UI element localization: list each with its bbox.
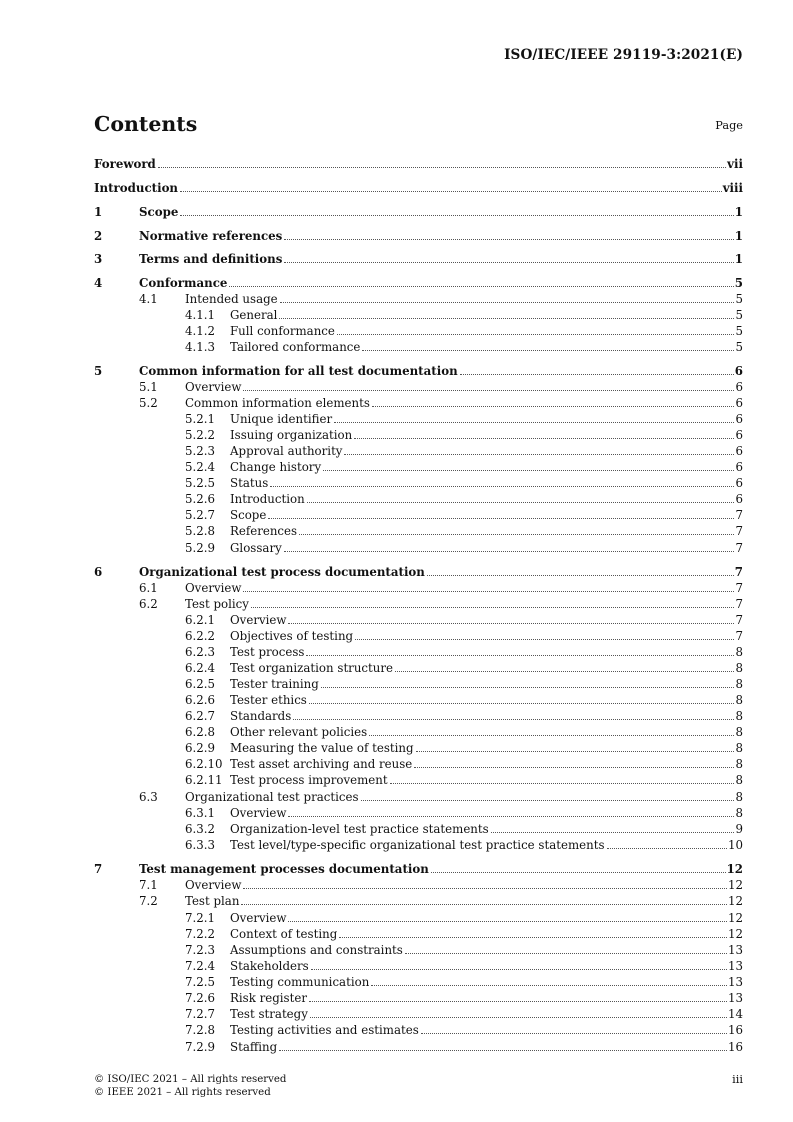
toc-entry-page: 10	[727, 838, 743, 852]
toc-entry[interactable]	[94, 990, 743, 1006]
toc-entry-title: Test asset archiving and reuse	[230, 757, 413, 771]
toc-entry-title: Organization-level test practice statements	[230, 822, 489, 836]
toc-entry[interactable]	[94, 724, 743, 740]
toc-entry-number: 4.1	[139, 292, 158, 306]
toc-entry[interactable]	[94, 877, 743, 893]
toc-entry-number: 7.2.1	[185, 911, 216, 925]
toc-entry-number: 5.2.3	[185, 444, 216, 458]
toc-entry-page: 7	[735, 581, 743, 595]
toc-entry-page: 7	[735, 524, 743, 538]
toc-entry-page: 8	[735, 790, 743, 804]
toc-entry-page: 7	[734, 565, 743, 579]
toc-entry-title: General	[230, 308, 278, 322]
dot-leader	[180, 214, 733, 216]
toc-entry-page: 6	[735, 476, 743, 490]
toc-entry-title: Approval authority	[230, 444, 343, 458]
toc-entry-page: 5	[735, 324, 743, 338]
toc-entry-title: Objectives of testing	[230, 629, 354, 643]
dot-leader	[390, 782, 735, 784]
toc-entry-page: 13	[727, 991, 743, 1005]
toc-entry-number: 5.2.8	[185, 524, 216, 538]
copyright-iso: © ISO/IEC 2021 – All rights reserved	[94, 1074, 287, 1085]
toc-entry-title: Test level/type-specific organizational test practice statements	[230, 838, 605, 852]
toc-entry-number: 5.2.9	[185, 541, 216, 555]
dot-leader	[158, 166, 726, 168]
toc-entry[interactable]	[94, 251, 743, 267]
toc-entry-title: Unique identifier	[230, 412, 333, 426]
toc-entry[interactable]	[94, 612, 743, 628]
toc-entry[interactable]	[94, 580, 743, 596]
dot-leader	[280, 301, 735, 303]
toc-entry[interactable]	[94, 628, 743, 644]
toc-entry-title: Organizational test practices	[185, 790, 359, 804]
toc-entry[interactable]	[94, 942, 743, 958]
toc-entry-number: 6.2.9	[185, 741, 216, 755]
toc-entry[interactable]	[94, 523, 743, 539]
toc-entry[interactable]	[94, 1039, 743, 1055]
toc-entry-page: 7	[735, 629, 743, 643]
dot-leader	[288, 622, 734, 624]
toc-entry-number: 5.2.7	[185, 508, 216, 522]
toc-entry-page: 13	[727, 943, 743, 957]
toc-entry-page: 6	[735, 412, 743, 426]
page-title: Contents	[94, 112, 198, 136]
toc-entry[interactable]	[94, 291, 743, 307]
toc-entry-page: 8	[735, 677, 743, 691]
toc-entry-title: Conformance	[139, 276, 228, 290]
toc-entry-number: 7.2.8	[185, 1023, 216, 1037]
toc-entry-title: Test strategy	[230, 1007, 308, 1021]
toc-entry-title: Glossary	[230, 541, 282, 555]
toc-entry-number: 4	[94, 276, 103, 290]
dot-leader	[321, 686, 735, 688]
toc-entry[interactable]	[94, 275, 743, 291]
toc-entry[interactable]	[94, 660, 743, 676]
toc-entry-title: Overview	[230, 806, 287, 820]
toc-entry-page: 1	[734, 205, 743, 219]
toc-entry-page: 12	[726, 862, 743, 876]
toc-entry-page: 8	[735, 806, 743, 820]
dot-leader	[284, 261, 733, 263]
toc-entry-number: 7	[94, 862, 103, 876]
toc-entry-page: 8	[735, 709, 743, 723]
toc-entry-title: Test management processes documentation	[139, 862, 429, 876]
toc-entry-page: 8	[735, 661, 743, 675]
toc-entry-number: 6.2.8	[185, 725, 216, 739]
toc-entry[interactable]	[94, 837, 743, 853]
toc-entry-page: 5	[735, 308, 743, 322]
toc-entry-page: 12	[727, 927, 743, 941]
toc-entry-number: 6.1	[139, 581, 158, 595]
toc-entry-page: 12	[727, 878, 743, 892]
dot-leader	[607, 847, 727, 849]
toc-entry-title: Testing activities and estimates	[230, 1023, 419, 1037]
toc-entry[interactable]	[94, 772, 743, 788]
toc-entry[interactable]	[94, 821, 743, 837]
toc-entry-number: 7.2.9	[185, 1040, 216, 1054]
toc-entry-page: 6	[735, 460, 743, 474]
toc-entry-number: 5.2	[139, 396, 158, 410]
toc-entry[interactable]	[94, 475, 743, 491]
document-code: ISO/IEC/IEEE 29119-3:2021(E)	[504, 47, 743, 63]
toc-entry-number: 3	[94, 252, 103, 266]
dot-leader	[284, 238, 733, 240]
toc-entry-number: 2	[94, 229, 103, 243]
dot-leader	[460, 373, 734, 375]
toc-entry-number: 7.2	[139, 894, 158, 908]
toc-entry-title: Assumptions and constraints	[230, 943, 403, 957]
dot-leader	[339, 936, 727, 938]
toc-entry-number: 5	[94, 364, 103, 378]
dot-leader	[431, 871, 726, 873]
toc-entry-title: Other relevant policies	[230, 725, 368, 739]
toc-entry-page: 12	[727, 894, 743, 908]
dot-leader	[355, 638, 734, 640]
toc-entry-page: 6	[735, 380, 743, 394]
toc-entry[interactable]	[94, 228, 743, 244]
toc-entry-page: 8	[735, 725, 743, 739]
toc-entry-page: 8	[735, 693, 743, 707]
toc-entry-page: 6	[735, 492, 743, 506]
toc-entry-title: Introduction	[94, 181, 179, 195]
toc-entry-number: 4.1.3	[185, 340, 216, 354]
dot-leader	[288, 920, 727, 922]
toc-entry-number: 7.1	[139, 878, 158, 892]
dot-leader	[362, 349, 734, 351]
dot-leader	[268, 517, 734, 519]
dot-leader	[229, 285, 733, 287]
toc-entry-page: 6	[734, 364, 743, 378]
toc-entry-number: 6.2.6	[185, 693, 216, 707]
toc-entry-number: 6	[94, 565, 103, 579]
dot-leader	[309, 1000, 727, 1002]
toc-entry[interactable]	[94, 756, 743, 772]
toc-entry-number: 4.1.1	[185, 308, 216, 322]
toc-entry[interactable]	[94, 323, 743, 339]
toc-entry-page: 5	[735, 292, 743, 306]
toc-entry-number: 5.2.5	[185, 476, 216, 490]
toc-entry[interactable]	[94, 307, 743, 323]
dot-leader	[371, 984, 727, 986]
toc-entry-title: Tester ethics	[230, 693, 307, 707]
dot-leader	[251, 606, 735, 608]
table-of-contents	[94, 0, 743, 1122]
toc-entry-number: 6.2.7	[185, 709, 216, 723]
toc-entry-number: 6.2.5	[185, 677, 216, 691]
dot-leader	[421, 1032, 727, 1034]
toc-entry[interactable]	[94, 676, 743, 692]
dot-leader	[270, 485, 734, 487]
toc-entry[interactable]	[94, 861, 743, 877]
toc-entry-title: Organizational test process documentation	[139, 565, 425, 579]
toc-entry-number: 7.2.2	[185, 927, 216, 941]
toc-entry-page: 9	[735, 822, 743, 836]
toc-entry-page: 7	[735, 597, 743, 611]
toc-entry-page: 8	[735, 757, 743, 771]
toc-entry[interactable]	[94, 644, 743, 660]
toc-entry-page: 5	[734, 276, 743, 290]
toc-entry-page: 5	[735, 340, 743, 354]
toc-entry[interactable]	[94, 1006, 743, 1022]
dot-leader	[344, 453, 734, 455]
dot-leader	[180, 190, 722, 192]
dot-leader	[306, 654, 734, 656]
dot-leader	[361, 799, 735, 801]
toc-entry-title: Overview	[185, 581, 242, 595]
toc-entry[interactable]	[94, 692, 743, 708]
toc-entry-title: Scope	[230, 508, 267, 522]
toc-entry-title: Staffing	[230, 1040, 278, 1054]
dot-leader	[310, 1016, 727, 1018]
toc-entry[interactable]	[94, 1022, 743, 1038]
dot-leader	[491, 831, 735, 833]
toc-entry[interactable]	[94, 411, 743, 427]
toc-entry[interactable]	[94, 180, 743, 196]
dot-leader	[309, 702, 735, 704]
toc-entry-title: Issuing organization	[230, 428, 353, 442]
toc-entry-number: 5.2.6	[185, 492, 216, 506]
toc-entry[interactable]	[94, 204, 743, 220]
toc-entry-title: Context of testing	[230, 927, 338, 941]
toc-entry-number: 5.2.2	[185, 428, 216, 442]
toc-entry-title: Foreword	[94, 157, 156, 171]
toc-entry-page: 13	[727, 975, 743, 989]
toc-entry-number: 6.2.2	[185, 629, 216, 643]
toc-entry-number: 7.2.3	[185, 943, 216, 957]
toc-entry-number: 6.2.3	[185, 645, 216, 659]
toc-entry[interactable]	[94, 564, 743, 580]
toc-entry-title: Intended usage	[185, 292, 278, 306]
dot-leader	[395, 670, 734, 672]
toc-entry[interactable]	[94, 395, 743, 411]
toc-entry[interactable]	[94, 789, 743, 805]
toc-entry-number: 6.2.4	[185, 661, 216, 675]
dot-leader	[243, 389, 734, 391]
toc-entry-title: Risk register	[230, 991, 307, 1005]
toc-entry-number: 7.2.4	[185, 959, 216, 973]
toc-entry-title: Overview	[230, 613, 287, 627]
toc-entry-page: 1	[734, 229, 743, 243]
toc-entry-title: Overview	[230, 911, 287, 925]
toc-entry-title: Normative references	[139, 229, 283, 243]
dot-leader	[284, 550, 735, 552]
toc-entry-page: 13	[727, 959, 743, 973]
toc-entry-page: 8	[735, 645, 743, 659]
dot-leader	[311, 968, 727, 970]
toc-entry-number: 6.3.1	[185, 806, 216, 820]
dot-leader	[369, 734, 734, 736]
toc-entry-number: 1	[94, 205, 103, 219]
dot-leader	[337, 333, 735, 335]
toc-entry-title: Scope	[139, 205, 179, 219]
toc-entry[interactable]	[94, 379, 743, 395]
page-column-label: Page	[715, 119, 743, 132]
toc-entry-number: 6.3	[139, 790, 158, 804]
dot-leader	[414, 766, 734, 768]
dot-leader	[354, 437, 734, 439]
toc-entry[interactable]	[94, 339, 743, 355]
page-number: iii	[732, 1073, 743, 1086]
toc-entry-title: Measuring the value of testing	[230, 741, 414, 755]
toc-entry-number: 7.2.7	[185, 1007, 216, 1021]
toc-entry[interactable]	[94, 926, 743, 942]
toc-entry-number: 6.2.11	[185, 773, 223, 787]
dot-leader	[241, 903, 727, 905]
toc-entry-title: Change history	[230, 460, 322, 474]
toc-entry[interactable]	[94, 443, 743, 459]
toc-entry-title: Test process improvement	[230, 773, 388, 787]
toc-entry-page: vii	[727, 157, 743, 171]
toc-entry-page: 7	[735, 613, 743, 627]
toc-entry[interactable]	[94, 540, 743, 556]
toc-entry-number: 5.2.1	[185, 412, 216, 426]
toc-entry-page: 12	[727, 911, 743, 925]
toc-entry-number: 6.2.10	[185, 757, 223, 771]
toc-entry-title: Introduction	[230, 492, 305, 506]
toc-entry[interactable]	[94, 363, 743, 379]
toc-entry-number: 6.2.1	[185, 613, 216, 627]
toc-entry[interactable]	[94, 427, 743, 443]
toc-entry-number: 4.1.2	[185, 324, 216, 338]
toc-entry-number: 7.2.6	[185, 991, 216, 1005]
copyright-notice	[94, 1073, 286, 1099]
toc-entry[interactable]	[94, 156, 743, 172]
toc-entry[interactable]	[94, 507, 743, 523]
toc-entry-title: Test organization structure	[230, 661, 393, 675]
toc-entry-page: 7	[735, 541, 743, 555]
toc-entry-page: 1	[734, 252, 743, 266]
toc-entry-title: Test policy	[185, 597, 249, 611]
toc-entry-title: Testing communication	[230, 975, 370, 989]
toc-entry-number: 6.3.3	[185, 838, 216, 852]
toc-entry-page: 8	[735, 741, 743, 755]
toc-entry-title: Test process	[230, 645, 305, 659]
toc-entry-page: viii	[722, 181, 743, 195]
toc-entry-title: Full conformance	[230, 324, 335, 338]
toc-entry-page: 6	[735, 428, 743, 442]
dot-leader	[307, 501, 735, 503]
toc-entry[interactable]	[94, 958, 743, 974]
toc-entry-title: Overview	[185, 380, 242, 394]
toc-entry-number: 7.2.5	[185, 975, 216, 989]
toc-entry-page: 8	[735, 773, 743, 787]
dot-leader	[416, 750, 735, 752]
dot-leader	[334, 421, 734, 423]
dot-leader	[288, 815, 734, 817]
toc-entry-page: 6	[735, 396, 743, 410]
toc-entry-title: Terms and definitions	[139, 252, 283, 266]
toc-entry-title: Overview	[185, 878, 242, 892]
toc-entry-title: Tailored conformance	[230, 340, 361, 354]
toc-entry-page: 7	[735, 508, 743, 522]
dot-leader	[243, 887, 727, 889]
toc-entry[interactable]	[94, 893, 743, 909]
toc-entry-title: References	[230, 524, 298, 538]
toc-entry-page: 6	[735, 444, 743, 458]
toc-entry-page: 16	[727, 1023, 743, 1037]
toc-entry-page: 16	[727, 1040, 743, 1054]
toc-entry-number: 5.2.4	[185, 460, 216, 474]
toc-entry-title: Stakeholders	[230, 959, 309, 973]
toc-entry[interactable]	[94, 708, 743, 724]
toc-entry-title: Common information for all test documentation	[139, 364, 458, 378]
toc-entry-number: 5.1	[139, 380, 158, 394]
toc-entry[interactable]	[94, 596, 743, 612]
dot-leader	[243, 590, 734, 592]
toc-entry-title: Test plan	[185, 894, 240, 908]
toc-entry-title: Standards	[230, 709, 292, 723]
toc-entry-number: 6.2	[139, 597, 158, 611]
dot-leader	[405, 952, 727, 954]
dot-leader	[323, 469, 734, 471]
toc-entry[interactable]	[94, 974, 743, 990]
toc-entry[interactable]	[94, 910, 743, 926]
toc-entry[interactable]	[94, 459, 743, 475]
dot-leader	[427, 574, 734, 576]
dot-leader	[299, 533, 734, 535]
copyright-ieee: © IEEE 2021 – All rights reserved	[94, 1087, 271, 1098]
dot-leader	[372, 405, 735, 407]
toc-entry-page: 14	[727, 1007, 743, 1021]
toc-entry[interactable]	[94, 805, 743, 821]
toc-entry-title: Status	[230, 476, 269, 490]
toc-entry[interactable]	[94, 740, 743, 756]
dot-leader	[279, 1049, 727, 1051]
toc-entry-number: 6.3.2	[185, 822, 216, 836]
toc-entry[interactable]	[94, 491, 743, 507]
toc-entry-title: Tester training	[230, 677, 319, 691]
dot-leader	[279, 317, 734, 319]
toc-entry-title: Common information elements	[185, 396, 370, 410]
dot-leader	[293, 718, 734, 720]
